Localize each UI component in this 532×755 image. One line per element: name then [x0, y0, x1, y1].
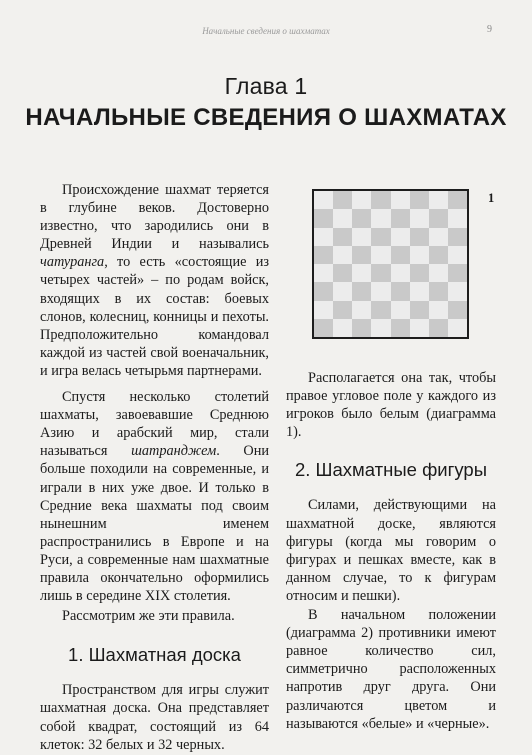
- board-square: [333, 246, 352, 264]
- board-square: [429, 282, 448, 300]
- board-square: [448, 209, 467, 227]
- board-square: [448, 301, 467, 319]
- board-square: [352, 246, 371, 264]
- board-square: [371, 319, 390, 337]
- term-chaturanga: чатуранга: [40, 254, 105, 271]
- board-square: [410, 246, 429, 264]
- board-square: [333, 282, 352, 300]
- board-square: [391, 264, 410, 282]
- board-square: [333, 264, 352, 282]
- board-square: [333, 191, 352, 209]
- board-square: [371, 191, 390, 209]
- board-square: [410, 282, 429, 300]
- board-square: [352, 319, 371, 337]
- board-square: [314, 209, 333, 227]
- left-column: [40, 181, 269, 755]
- board-square: [448, 319, 467, 337]
- board-square: [410, 319, 429, 337]
- paragraph-initial-position: В начальном положении (диаграмма 2) противники имеют равное количество сил, симметрично расположенных напротив друг друга. Они различаются цветом и называются «белые» и «черные».: [286, 607, 496, 732]
- board-square: [352, 282, 371, 300]
- board-square: [448, 191, 467, 209]
- board-square: [448, 228, 467, 246]
- board-square: [429, 228, 448, 246]
- board-square: [391, 228, 410, 246]
- board-square: [314, 301, 333, 319]
- board-square: [391, 301, 410, 319]
- board-square: [314, 246, 333, 264]
- term-shatranj: шатранджем: [131, 443, 217, 460]
- diagram-1: [312, 189, 469, 339]
- board-square: [314, 282, 333, 300]
- board-square: [371, 264, 390, 282]
- paragraph-shatranj: Спустя несколько столетий шахматы, завоевавшие Среднюю Азию и арабский мир, стали называться шатранджем. Они больше походили на современные, и играли в них уже двое. И только в Средние века шахматы под своим нынешним именем распространились в Европе и на Руси, а современные нам шахматные правила окончательно оформились лишь в середине XIX столетия.: [40, 389, 269, 605]
- paragraph-pieces: Силами, действующими на шахматной доске, являются фигуры (когда мы говорим о фигурах и пешках вместе, как в данном случае, то к фигурам относим и пешки).: [286, 497, 496, 604]
- board-square: [371, 228, 390, 246]
- paragraph-board-orientation: Располагается она так, чтобы правое угловое поле у каждого из игроков было белым (диаграмма 1).: [286, 370, 496, 441]
- board-square: [371, 282, 390, 300]
- chapter-title: НАЧАЛЬНЫЕ СВЕДЕНИЯ О ШАХМАТАХ: [25, 104, 507, 131]
- board-square: [410, 228, 429, 246]
- right-column: [286, 369, 496, 734]
- board-square: [352, 228, 371, 246]
- board-square: [333, 209, 352, 227]
- board-square: [391, 191, 410, 209]
- board-square: [448, 246, 467, 264]
- board-square: [314, 191, 333, 209]
- board-square: [429, 246, 448, 264]
- chapter-label: Глава 1: [224, 73, 308, 99]
- paragraph-rules-intro: Рассмотрим же эти правила.: [62, 608, 235, 625]
- board-square: [429, 301, 448, 319]
- section-heading-pieces: 2. Шахматные фигуры: [294, 459, 487, 481]
- board-square: [448, 264, 467, 282]
- board-square: [314, 228, 333, 246]
- board-square: [391, 282, 410, 300]
- section-heading-board: 1. Шахматная доска: [68, 644, 241, 666]
- board-square: [410, 301, 429, 319]
- board-square: [429, 264, 448, 282]
- board-square: [314, 319, 333, 337]
- paragraph-board: Пространством для игры служит шахматная доска. Она представляет собой квадрат, состоящий из 64 клеток: 32 белых и 32 черных.: [40, 682, 269, 753]
- running-header: Начальные сведения о шахматах: [202, 26, 330, 36]
- board-square: [410, 191, 429, 209]
- board-square: [314, 264, 333, 282]
- board-square: [333, 319, 352, 337]
- board-square: [333, 228, 352, 246]
- chessboard: [312, 189, 469, 339]
- board-square: [429, 209, 448, 227]
- board-square: [448, 282, 467, 300]
- board-square: [333, 301, 352, 319]
- board-square: [352, 191, 371, 209]
- board-square: [371, 301, 390, 319]
- board-square: [391, 319, 410, 337]
- diagram-number: 1: [488, 191, 495, 205]
- paragraph-origin: Происхождение шахмат теряется в глубине веков. Достоверно известно, что зародились они в Древней Индии и назывались чатуранга, то есть «состоящие из четырех частей» – по родам войск, входящих в их состав: боевых слонов, колесниц, конницы и пехоты. Предположительно командовал каждой из частей свой военачальник, и игра велась четырьмя партнерами.: [40, 182, 269, 379]
- board-square: [429, 319, 448, 337]
- board-square: [391, 209, 410, 227]
- board-square: [410, 264, 429, 282]
- board-square: [429, 191, 448, 209]
- board-square: [410, 209, 429, 227]
- board-square: [391, 246, 410, 264]
- board-square: [371, 246, 390, 264]
- board-square: [352, 264, 371, 282]
- board-square: [352, 301, 371, 319]
- board-square: [352, 209, 371, 227]
- page-number: 9: [487, 24, 492, 35]
- board-square: [371, 209, 390, 227]
